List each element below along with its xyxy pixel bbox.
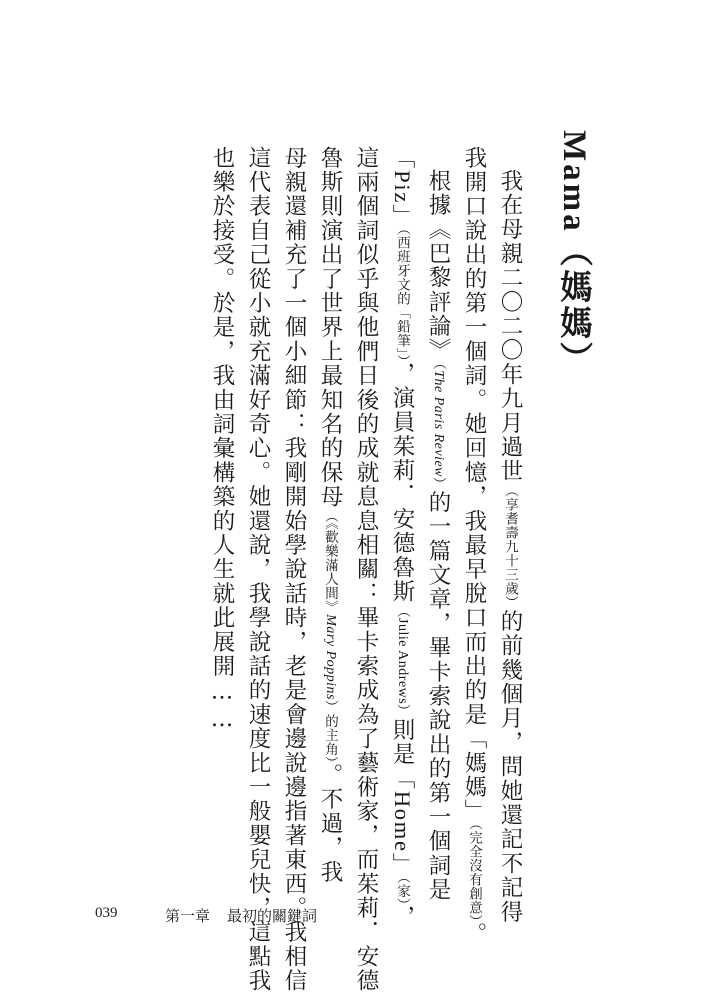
text-column-1 xyxy=(495,169,525,924)
inline-note xyxy=(322,509,338,763)
text-run: 的前幾個月，問她還記不記得 xyxy=(497,609,523,925)
note-bracket: ） xyxy=(394,704,410,719)
text-column-7 xyxy=(279,146,309,993)
note-text: 的主角） xyxy=(322,713,338,764)
note-text: ） xyxy=(322,699,338,714)
heading-latin: Mama xyxy=(556,130,592,234)
text-run: 則是「 xyxy=(389,718,415,791)
note-bracket: （ xyxy=(394,604,410,619)
note-text: （《歡樂滿人間》 xyxy=(322,509,338,615)
note-latin: Mary Poppins xyxy=(323,614,338,700)
latin-word: Piz xyxy=(390,170,415,205)
text-run: 母親還補充了一個小細節：我剛開始學說話時，老是會邊說邊指著東西。我相信 xyxy=(281,146,307,993)
page-number: 039 xyxy=(95,905,118,921)
note-latin: The Paris Review xyxy=(431,369,446,477)
text-column-2 xyxy=(459,146,489,946)
heading-cjk: （媽媽） xyxy=(555,233,594,378)
inline-note: （享耆壽九十三歲） xyxy=(502,483,518,610)
text-column-3 xyxy=(423,169,453,902)
text-run: 。 xyxy=(461,922,487,947)
text-column-8 xyxy=(243,146,273,993)
text-run: 這代表自己從小就充滿好奇心。她還說，我學說話的速度比一般嬰兒快，這點我 xyxy=(245,146,271,993)
text-column-5 xyxy=(351,146,381,993)
text-run: ， xyxy=(389,905,415,930)
chapter-label: 第一章 xyxy=(165,909,211,925)
text-run: 的一篇文章，畢卡索說出的第一個詞是 xyxy=(425,490,451,903)
text-run: 也樂於接受。於是，我由詞彙構築的人生就此展開…… xyxy=(209,146,235,734)
note-bracket: ） xyxy=(430,476,446,491)
chapter-heading xyxy=(552,130,596,378)
text-run: 」 xyxy=(389,852,415,877)
inline-note xyxy=(394,604,410,718)
text-run: 魯斯則演出了世界上最知名的保母 xyxy=(317,146,343,509)
text-run: 這兩個詞似乎與他們日後的成就息息相關：畢卡索成為了藝術家，而茱莉．安德 xyxy=(353,146,379,993)
latin-word: Home xyxy=(390,790,415,853)
text-run: 我開口說出的第一個詞。她回憶，我最早脫口而出的是「媽媽」 xyxy=(461,146,487,824)
text-run: 根據《巴黎評論》 xyxy=(425,169,451,363)
text-column-4 xyxy=(387,146,417,930)
text-run: 我在母親二〇二〇年九月過世 xyxy=(497,169,523,484)
text-run: 。不過，我 xyxy=(317,763,343,885)
note-latin: Julie Andrews xyxy=(395,618,410,705)
note-bracket: （ xyxy=(430,362,446,370)
inline-note xyxy=(430,363,446,491)
text-run: 「 xyxy=(389,146,415,171)
text-run: 」 xyxy=(389,204,415,229)
inline-note: （家） xyxy=(394,876,410,906)
inline-note: （完全沒有創意） xyxy=(466,823,482,923)
chapter-title: 最初的關鍵詞 xyxy=(227,909,318,925)
text-column-9 xyxy=(207,146,237,734)
inline-note: （西班牙文的「鉛筆」） xyxy=(394,228,410,363)
text-run: ，演員茱莉．安德魯斯 xyxy=(389,362,415,605)
text-column-6 xyxy=(315,146,345,884)
